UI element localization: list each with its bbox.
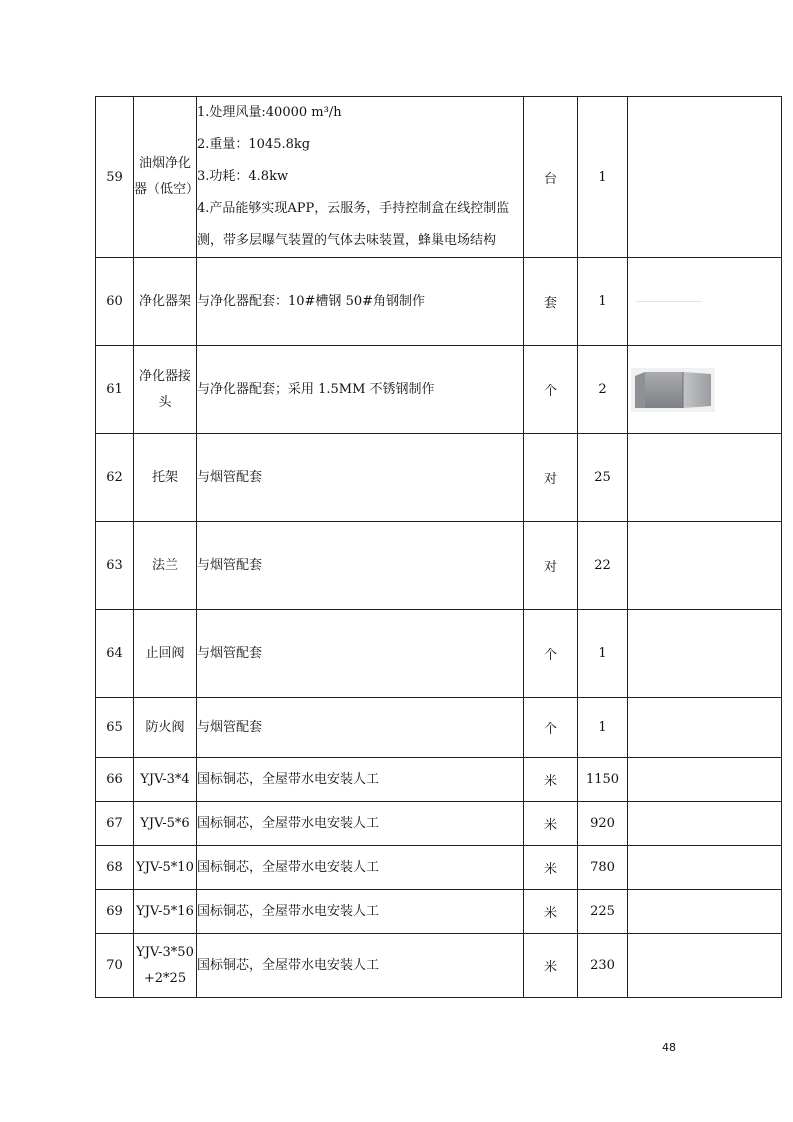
item-image-cell — [628, 522, 782, 610]
item-name-line: +2*25 — [143, 970, 187, 986]
equipment-table — [95, 96, 782, 998]
item-description: 国标铜芯，全屋带水电安装人工 — [197, 890, 524, 934]
item-name-line: 净化器接 — [138, 368, 191, 384]
item-name: 净化器架 — [134, 258, 197, 346]
row-number: 65 — [96, 698, 134, 758]
item-name: 防火阀 — [134, 698, 197, 758]
item-quantity: 2 — [578, 346, 628, 434]
description-line: 4.产品能够实现APP，云服务，手持控制盒在线控制监 — [197, 201, 510, 216]
description-line: 1.处理风量:40000 m³/h — [197, 105, 342, 120]
table-row — [96, 758, 782, 802]
row-number: 68 — [96, 846, 134, 890]
table-row — [96, 258, 782, 346]
item-name-line: 器（低空） — [134, 182, 200, 197]
item-name: 托架 — [134, 434, 197, 522]
item-description: 与净化器配套：10#槽钢 50#角钢制作 — [197, 258, 524, 346]
item-description: 国标铜芯，全屋带水电安装人工 — [197, 802, 524, 846]
row-number: 60 — [96, 258, 134, 346]
item-description: 与净化器配套；采用 1.5MM 不锈钢制作 — [197, 346, 524, 434]
item-quantity: 225 — [578, 890, 628, 934]
table-row — [96, 97, 782, 258]
table-row — [96, 846, 782, 890]
row-number: 62 — [96, 434, 134, 522]
row-number: 67 — [96, 802, 134, 846]
item-description: 国标铜芯，全屋带水电安装人工 — [197, 934, 524, 998]
item-unit: 对 — [524, 434, 578, 522]
description-line: 3.功耗：4.8kw — [197, 169, 289, 184]
table-row — [96, 890, 782, 934]
item-description: 与烟管配套 — [197, 610, 524, 698]
item-image-cell — [628, 802, 782, 846]
item-name-line: YJV-3*50 — [136, 944, 194, 960]
item-quantity: 1 — [578, 610, 628, 698]
item-image-cell — [628, 890, 782, 934]
item-image-cell — [628, 610, 782, 698]
item-name-line: 头 — [158, 394, 172, 410]
item-description: 与烟管配套 — [197, 522, 524, 610]
row-number: 64 — [96, 610, 134, 698]
item-name: YJV-5*6 — [134, 802, 197, 846]
item-description: 国标铜芯，全屋带水电安装人工 — [197, 846, 524, 890]
item-description: 国标铜芯，全屋带水电安装人工 — [197, 758, 524, 802]
table-row — [96, 698, 782, 758]
table-row — [96, 934, 782, 998]
table-row — [96, 522, 782, 610]
table-row — [96, 610, 782, 698]
faint-image-trace — [636, 301, 702, 302]
item-unit: 个 — [524, 698, 578, 758]
item-quantity: 1 — [578, 698, 628, 758]
item-quantity: 1 — [578, 258, 628, 346]
row-number: 63 — [96, 522, 134, 610]
description-line: 2.重量：1045.8kg — [197, 137, 311, 152]
item-quantity: 920 — [578, 802, 628, 846]
item-quantity: 1150 — [578, 758, 628, 802]
item-name-line: 油烟净化 — [138, 156, 191, 171]
item-quantity: 780 — [578, 846, 628, 890]
table-row — [96, 802, 782, 846]
table-row — [96, 434, 782, 522]
row-number: 70 — [96, 934, 134, 998]
item-image-cell — [628, 346, 782, 434]
item-image-cell — [628, 698, 782, 758]
row-number: 61 — [96, 346, 134, 434]
item-image-cell — [628, 934, 782, 998]
description-line: 测，带多层曝气装置的气体去味装置，蜂巢电场结构 — [197, 233, 497, 248]
row-number: 66 — [96, 758, 134, 802]
item-unit: 米 — [524, 802, 578, 846]
item-unit: 米 — [524, 890, 578, 934]
item-name: YJV-5*10 — [134, 846, 197, 890]
item-description — [197, 97, 524, 258]
item-name: YJV-3*4 — [134, 758, 197, 802]
item-unit: 台 — [524, 97, 578, 258]
item-unit: 米 — [524, 846, 578, 890]
item-unit: 米 — [524, 934, 578, 998]
item-name: 法兰 — [134, 522, 197, 610]
item-name — [134, 934, 197, 998]
item-image-cell — [628, 846, 782, 890]
item-name: 止回阀 — [134, 610, 197, 698]
item-unit: 个 — [524, 346, 578, 434]
item-description: 与烟管配套 — [197, 698, 524, 758]
item-unit: 米 — [524, 758, 578, 802]
item-quantity: 1 — [578, 97, 628, 258]
item-image-cell — [628, 97, 782, 258]
item-quantity: 22 — [578, 522, 628, 610]
item-name — [134, 97, 200, 258]
item-image-cell — [628, 258, 782, 346]
item-unit: 个 — [524, 610, 578, 698]
item-image-cell — [628, 758, 782, 802]
item-name: YJV-5*16 — [134, 890, 197, 934]
item-name — [134, 346, 197, 434]
row-number: 59 — [96, 97, 134, 258]
item-unit: 套 — [524, 258, 578, 346]
page-number: 48 — [662, 1041, 676, 1054]
item-description: 与烟管配套 — [197, 434, 524, 522]
row-number: 69 — [96, 890, 134, 934]
duct-connector-image — [631, 368, 715, 412]
table-row — [96, 346, 782, 434]
item-quantity: 25 — [578, 434, 628, 522]
item-image-cell — [628, 434, 782, 522]
item-quantity: 230 — [578, 934, 628, 998]
item-unit: 对 — [524, 522, 578, 610]
